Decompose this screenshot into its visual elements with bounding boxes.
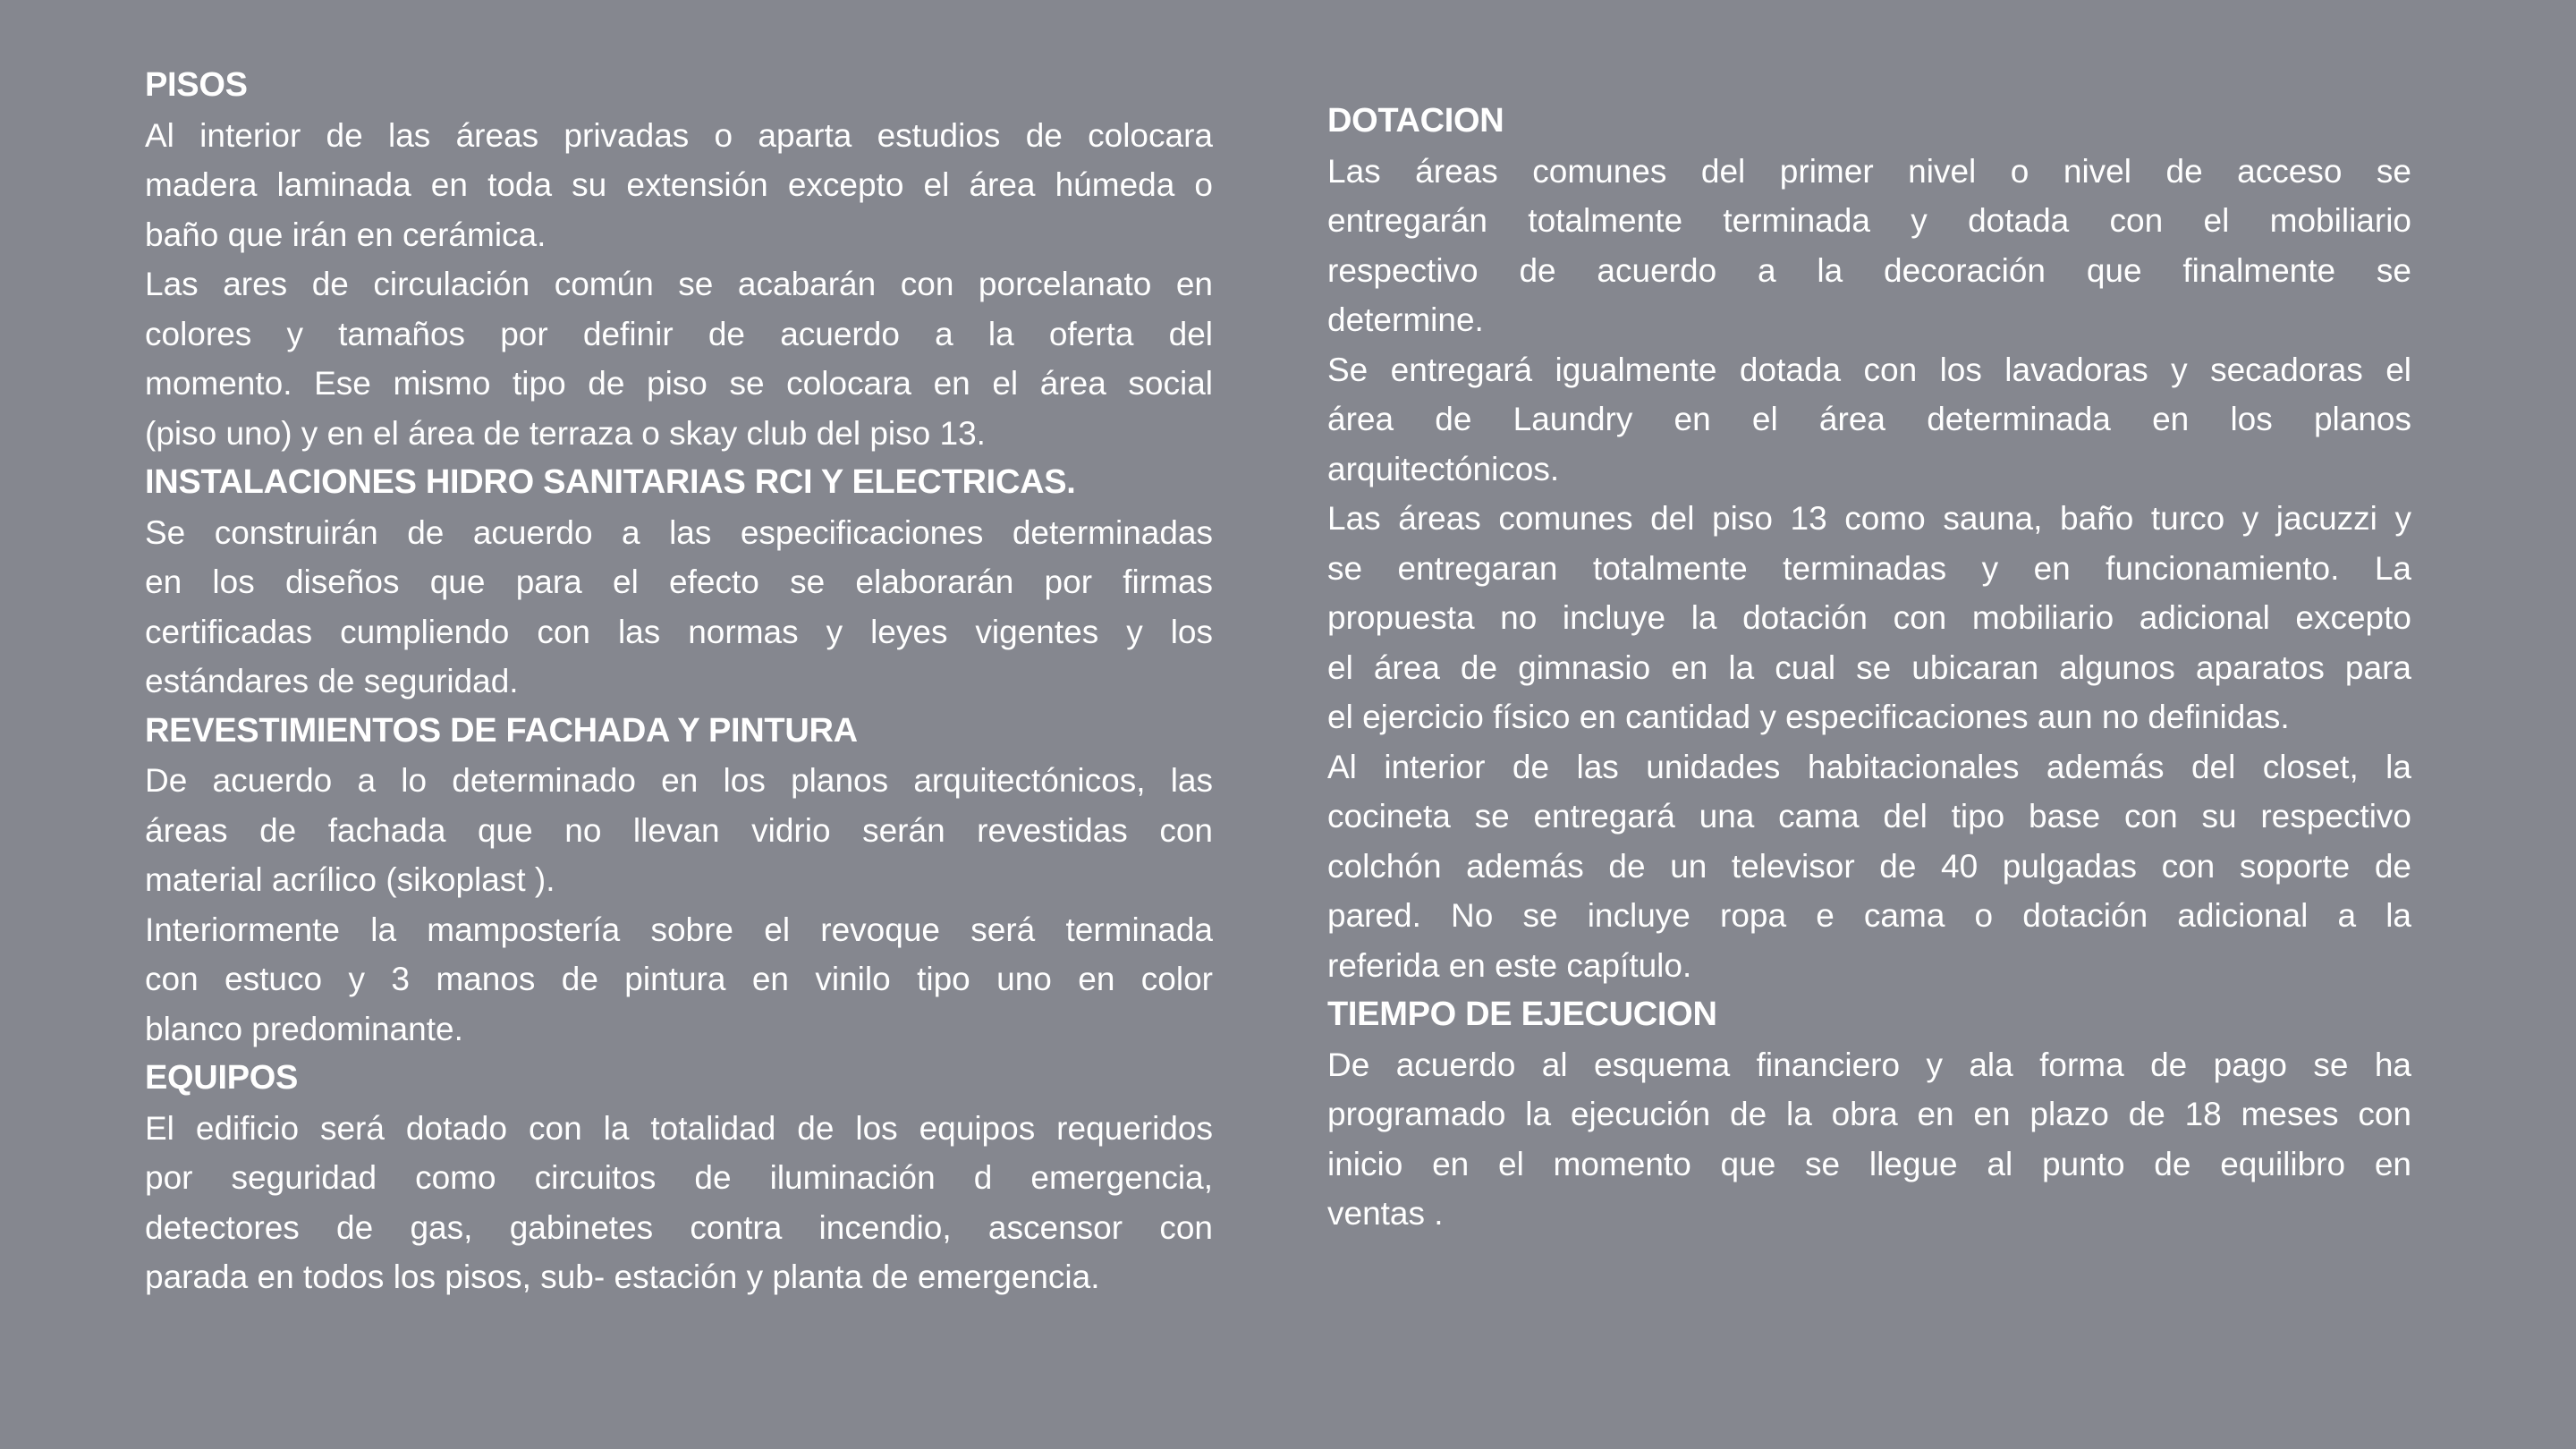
body-line: área de Laundry en el área determinada en los planos [1327, 401, 2411, 437]
body-line: el área de gimnasio en la cual se ubicaran algunos aparatos para [1327, 648, 2411, 686]
body-line: referida en este capítulo. [1327, 946, 1692, 984]
body-line: Las áreas comunes del primer nivel o nivel de acceso se [1327, 152, 2411, 190]
left-column [145, 61, 1213, 1302]
section-heading: INSTALACIONES HIDRO SANITARIAS RCI Y ELECTRICAS. [145, 463, 1076, 501]
section-heading: EQUIPOS [145, 1059, 299, 1097]
body-line: respectivo de acuerdo a la decoración que finalmente se [1327, 251, 2411, 289]
section-heading: DOTACION [1327, 102, 1504, 140]
body-line: arquitectónicos. [1327, 450, 1560, 487]
section-revestimientos [145, 707, 1213, 1055]
body-line: colchón además de un televisor de 40 pulgadas con soporte de [1327, 847, 2411, 885]
body-line: Interiormente la mampostería sobre el revoque será terminada [145, 911, 1213, 948]
body-line: momento. Ese mismo tipo de piso se colocara en el área social [145, 365, 1213, 402]
body-line: Al interior de las áreas privadas o aparta estudios de colocara [145, 116, 1213, 154]
body-line: con estuco y 3 manos de pintura en vinilo tipo uno en color [145, 961, 1213, 997]
body-line: en los diseños que para el efecto se elaborarán por firmas [145, 564, 1213, 600]
body-line: madera laminada en toda su extensión excepto el área húmeda o [145, 166, 1213, 203]
section-equipos [145, 1054, 1213, 1302]
body-line: estándares de seguridad. [145, 663, 519, 699]
body-line: áreas de fachada que no llevan vidrio serán revestidas con [145, 811, 1213, 849]
body-line: inicio en el momento que se llegue al punto de equilibro en [1327, 1145, 2411, 1182]
body-line: baño que irán en cerámica. [145, 216, 547, 253]
body-line: entregarán totalmente terminada y dotada con el mobiliario [1327, 202, 2411, 239]
body-line: material acrílico (sikoplast ). [145, 861, 555, 898]
body-line: Se entregará igualmente dotada con los lavadoras y secadoras el [1327, 351, 2411, 388]
body-line: De acuerdo a lo determinado en los planos arquitectónicos, las [145, 762, 1213, 799]
body-line: De acuerdo al esquema financiero y ala forma de pago se ha [1327, 1046, 2411, 1083]
section-heading: TIEMPO DE EJECUCION [1327, 996, 1717, 1033]
body-line: Se construirán de acuerdo a las especificaciones determinadas [145, 513, 1213, 551]
body-line: (piso uno) y en el área de terraza o skay club del piso 13. [145, 414, 986, 452]
section-tiempo-de-ejecucion [1327, 990, 2411, 1239]
body-line: colores y tamaños por definir de acuerdo a la oferta del [145, 315, 1213, 352]
body-line: por seguridad como circuitos de iluminación d emergencia, [145, 1159, 1213, 1196]
body-line: se entregaran totalmente terminadas y en funcionamiento. La [1327, 549, 2411, 587]
body-line: el ejercicio físico en cantidad y especificaciones aun no definidas. [1327, 699, 2290, 735]
body-line: Las áreas comunes del piso 13 como sauna, baño turco y jacuzzi y [1327, 500, 2411, 537]
body-line: determine. [1327, 301, 1484, 338]
body-line: Las ares de circulación común se acabarán con porcelanato en [145, 266, 1213, 302]
section-heading: REVESTIMIENTOS DE FACHADA Y PINTURA [145, 711, 858, 750]
body-line: certificadas cumpliendo con las normas y leyes vigentes y los [145, 613, 1213, 650]
body-line: propuesta no incluye la dotación con mobiliario adicional excepto [1327, 599, 2411, 636]
right-column [1327, 97, 2411, 1239]
section-instalaciones [145, 458, 1213, 707]
body-line: detectores de gas, gabinetes contra incendio, ascensor con [145, 1208, 1213, 1246]
body-line: Al interior de las unidades habitacionales además del closet, la [1327, 748, 2411, 785]
body-line: ventas . [1327, 1195, 1444, 1232]
body-line: El edificio será dotado con la totalidad de los equipos requeridos [145, 1109, 1213, 1147]
section-dotacion [1327, 97, 2411, 990]
body-line: cocineta se entregará una cama del tipo base con su respectivo [1327, 798, 2411, 835]
section-heading: PISOS [145, 66, 248, 104]
body-line: parada en todos los pisos, sub- estación y planta de emergencia. [145, 1258, 1100, 1295]
body-line: programado la ejecución de la obra en en plazo de 18 meses con [1327, 1096, 2411, 1132]
body-line: blanco predominante. [145, 1010, 463, 1047]
section-pisos [145, 61, 1213, 458]
body-line: pared. No se incluye ropa e cama o dotación adicional a la [1327, 897, 2411, 934]
